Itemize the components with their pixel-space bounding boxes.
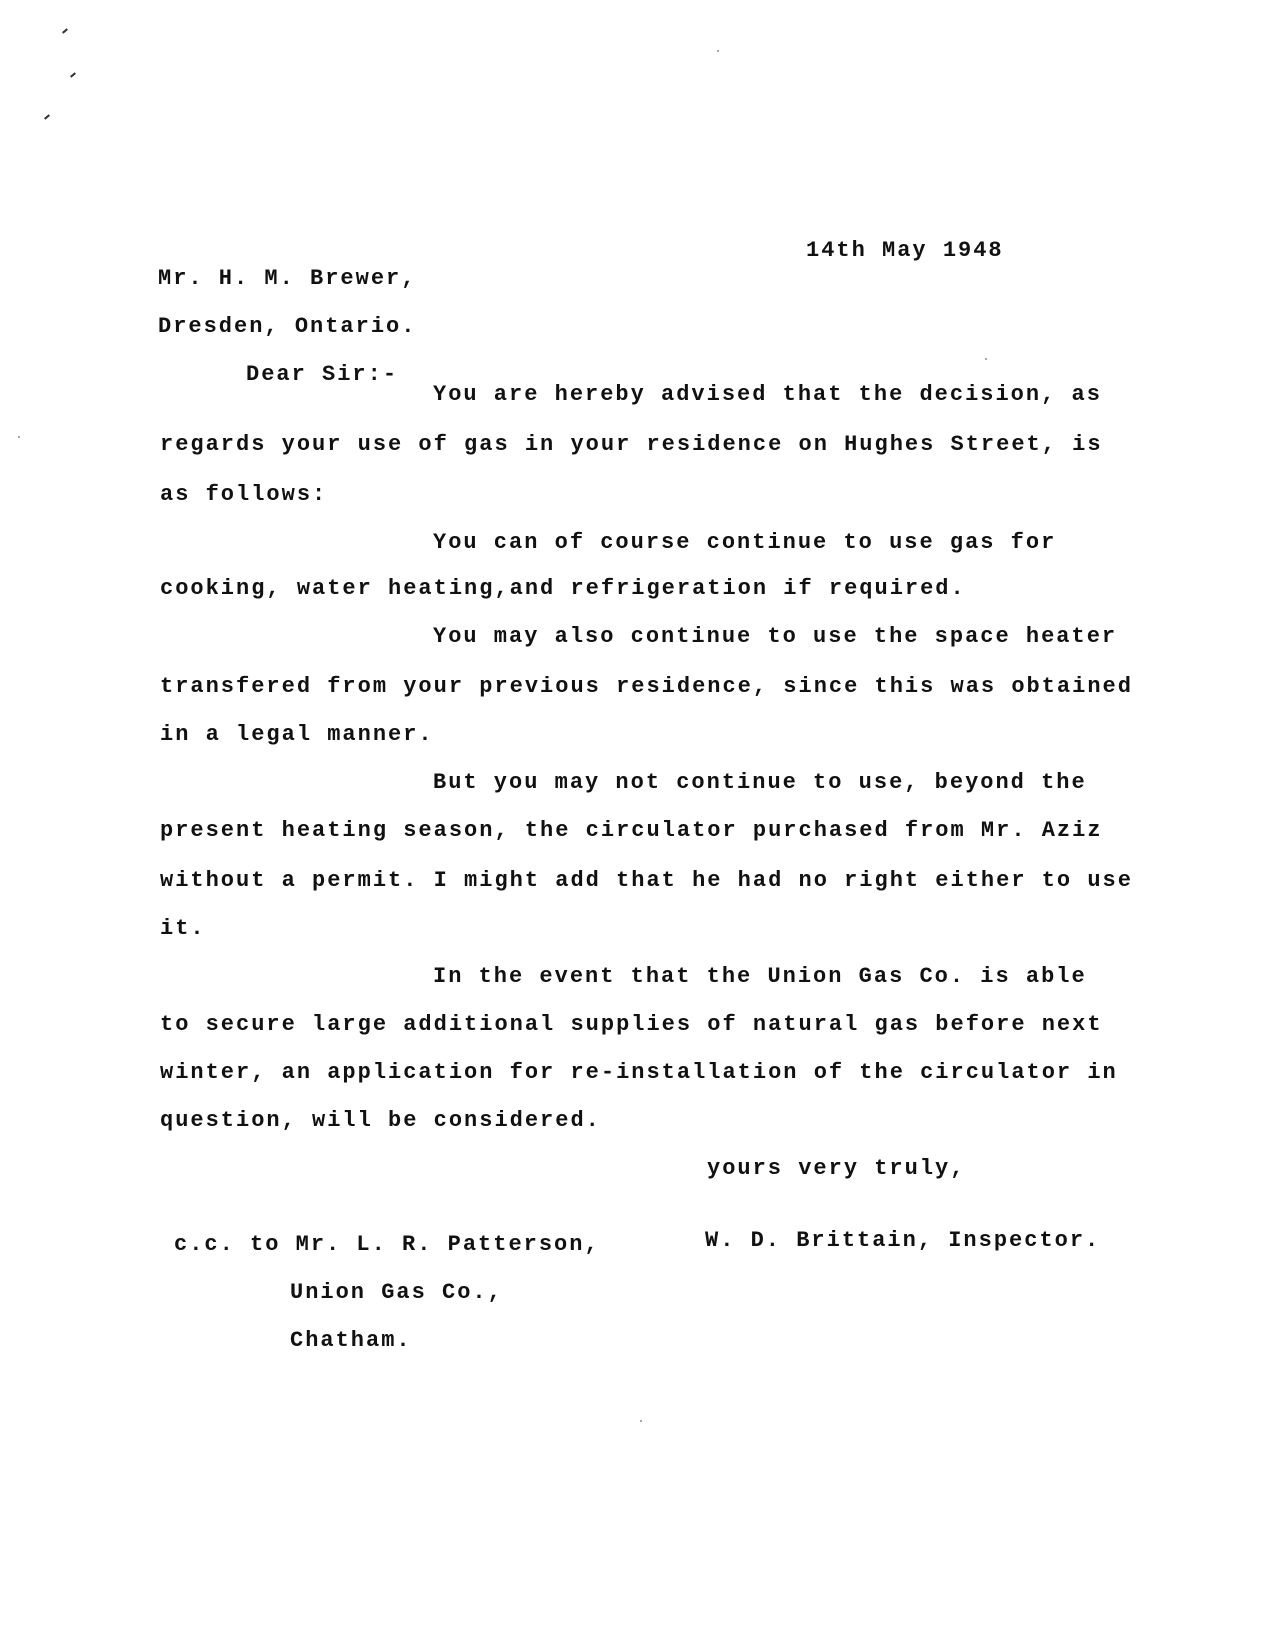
paragraph-1-line-2: regards your use of gas in your residence on Hughes Street, is [160, 432, 1103, 457]
paragraph-3-line-2: transfered from your previous residence, since this was obtained [160, 674, 1133, 699]
salutation: Dear Sir:- [246, 362, 399, 387]
cc-line-3: Chatham. [290, 1328, 412, 1353]
paragraph-3-line-3: in a legal manner. [160, 722, 434, 747]
paragraph-4-line-2: present heating season, the circulator purchased from Mr. Aziz [160, 818, 1103, 843]
paragraph-3-line-1: You may also continue to use the space heater [433, 624, 1118, 649]
scan-speck [44, 114, 50, 119]
scan-dot [18, 436, 20, 438]
paragraph-5-line-2: to secure large additional supplies of natural gas before next [160, 1012, 1103, 1037]
paragraph-2-line-1: You can of course continue to use gas for [433, 530, 1057, 555]
cc-line-2: Union Gas Co., [290, 1280, 503, 1305]
scan-dot [640, 1420, 642, 1422]
scan-speck [70, 72, 76, 77]
paragraph-4-line-4: it. [160, 916, 206, 941]
cc-line-1: c.c. to Mr. L. R. Patterson, [174, 1232, 600, 1257]
paragraph-4-line-3: without a permit. I might add that he had no right either to use [160, 868, 1133, 893]
paragraph-2-line-2: cooking, water heating,and refrigeration if required. [160, 576, 966, 601]
paragraph-5-line-3: winter, an application for re-installation of the circulator in [160, 1060, 1118, 1085]
paragraph-5-line-4: question, will be considered. [160, 1108, 601, 1133]
signature: W. D. Brittain, Inspector. [705, 1228, 1101, 1253]
paragraph-1-line-1: You are hereby advised that the decision, as [433, 382, 1102, 407]
scan-speck [62, 28, 68, 33]
recipient-address: Dresden, Ontario. [158, 314, 417, 339]
scan-dot [717, 50, 719, 52]
paragraph-1-line-3: as follows: [160, 482, 328, 507]
paragraph-4-line-1: But you may not continue to use, beyond the [433, 770, 1087, 795]
paragraph-5-line-1: In the event that the Union Gas Co. is able [433, 964, 1087, 989]
closing: yours very truly, [707, 1156, 966, 1181]
scan-dot [985, 358, 987, 360]
letter-date: 14th May 1948 [806, 238, 1004, 263]
recipient-name: Mr. H. M. Brewer, [158, 266, 417, 291]
